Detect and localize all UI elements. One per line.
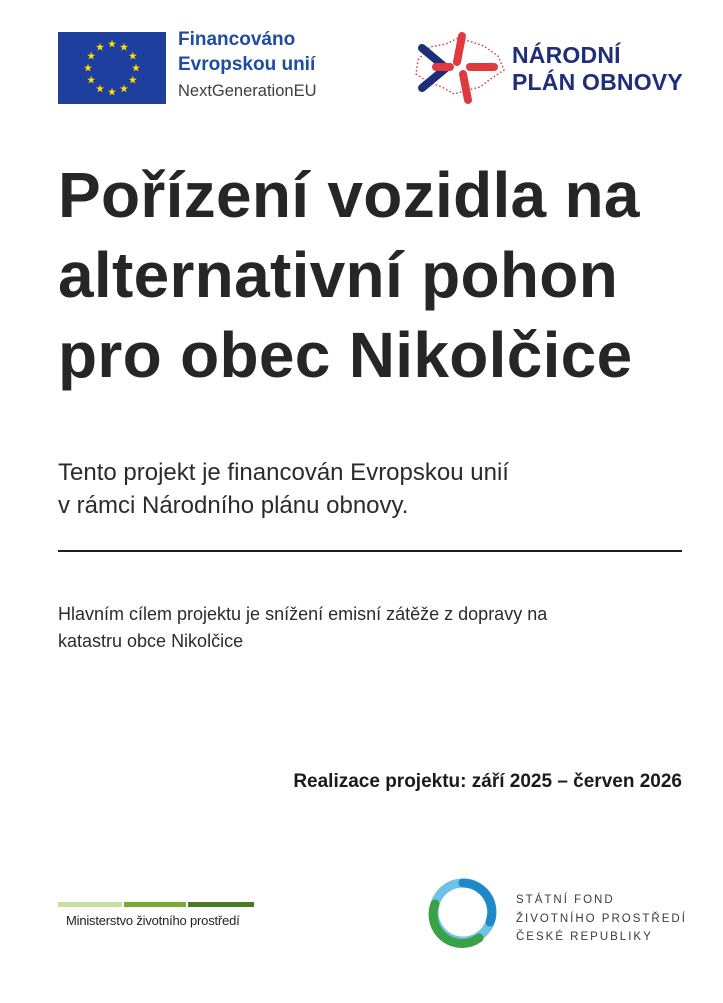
divider — [58, 550, 682, 552]
mzp-logo-bars — [58, 902, 254, 907]
eu-funding-line2: Evropskou unií — [178, 54, 316, 75]
sfzp-line1: STÁTNÍ FOND — [516, 894, 615, 906]
mzp-bar-medium — [124, 902, 186, 907]
goal-line1: Hlavním cílem projektu je snížení emisní zátěže z dopravy na — [58, 604, 548, 624]
title-line2: alternativní pohon — [58, 239, 619, 311]
eu-funding-line3: NextGenerationEU — [178, 82, 317, 100]
page-title — [58, 155, 698, 395]
sfzp-line2: ŽIVOTNÍHO PROSTŘEDÍ — [516, 912, 687, 925]
npo-line2: PLÁN OBNOVY — [512, 69, 683, 95]
sfzp-logo-text — [516, 891, 687, 947]
npo-logo-text — [512, 42, 683, 96]
eu-flag-icon — [58, 32, 166, 104]
funding-line2: v rámci Národního plánu obnovy. — [58, 492, 409, 519]
title-line3: pro obec Nikolčice — [58, 319, 633, 391]
sfzp-line3: ČESKÉ REPUBLIKY — [516, 931, 653, 943]
sfzp-logo-icon — [425, 878, 497, 950]
mzp-logo-text: Ministerstvo životního prostředí — [66, 913, 240, 928]
project-goal — [58, 601, 547, 655]
eu-flag-logo — [58, 32, 166, 104]
eu-funding-text — [178, 30, 317, 100]
title-line1: Pořízení vozidla na — [58, 159, 640, 231]
funding-line1: Tento projekt je financován Evropskou unií — [58, 459, 509, 486]
goal-line2: katastru obce Nikolčice — [58, 631, 244, 651]
mzp-bar-light — [58, 902, 122, 907]
eu-funding-line1: Financováno — [178, 29, 296, 50]
funding-statement — [58, 456, 509, 522]
project-period: Realizace projektu: září 2025 – červen 2026 — [293, 771, 682, 792]
npo-cross — [436, 36, 494, 100]
npo-line1: NÁRODNÍ — [512, 42, 621, 68]
mzp-bar-dark — [188, 902, 254, 907]
npo-logo-mark-icon — [410, 30, 506, 106]
